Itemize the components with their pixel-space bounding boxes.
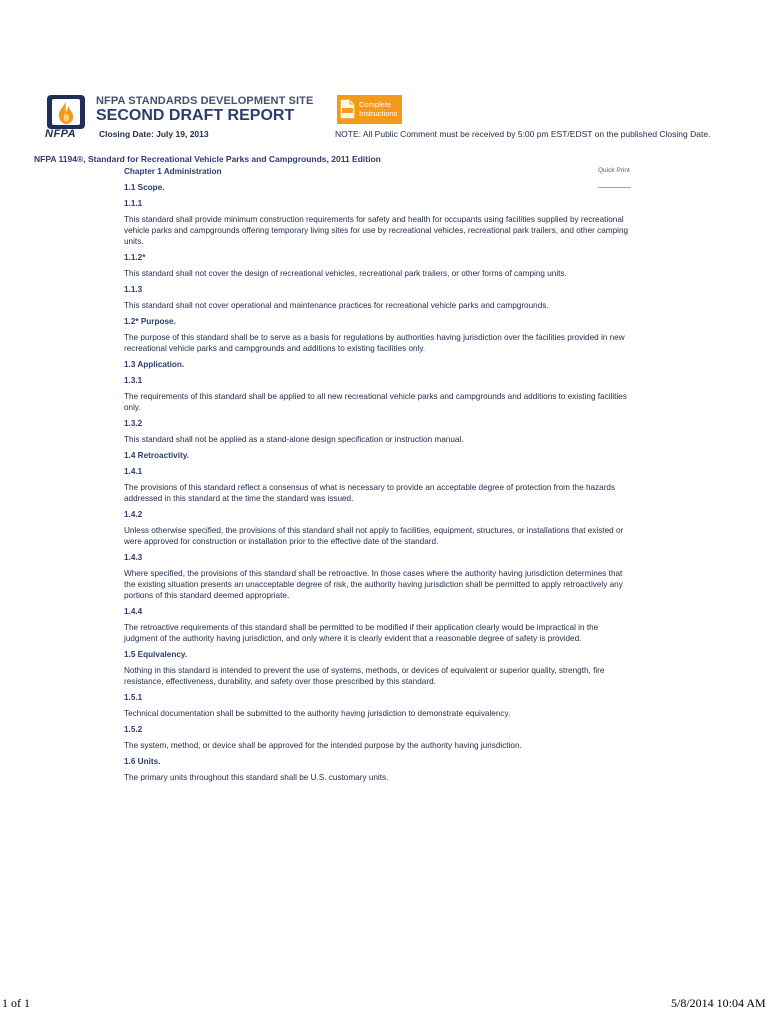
section-text: This standard shall not be applied as a stand-alone design specification or instruction manual. (124, 435, 464, 444)
section-text: This standard shall not cover the design of recreational vehicles, recreational park trailers, or other forms of camping units. (124, 269, 567, 278)
section-text: This standard shall not cover operational and maintenance practices for recreational vehicle parks and campgrounds. (124, 301, 549, 310)
section-block (124, 252, 632, 279)
section-block (124, 466, 632, 504)
section-heading: 1.1 Scope. (124, 183, 165, 192)
section-heading: 1.1.2* (124, 253, 146, 262)
section-block (124, 692, 632, 719)
section-heading: 1.1.3 (124, 285, 143, 294)
complete-instructions-button[interactable] (337, 95, 402, 124)
page-number: 1 of 1 (2, 996, 30, 1010)
section-heading: 1.3 Application. (124, 360, 185, 369)
print-date: 5/8/2014 10:04 AM (671, 996, 766, 1010)
section-heading: 1.6 Units. (124, 757, 161, 766)
section-text: The provisions of this standard reflect a consensus of what is necessary to provide an acceptable degree of protection from the hazards addressed in this standard at the time the standard was issued. (124, 483, 616, 503)
section-heading: 1.4.4 (124, 607, 143, 616)
closing-date: Closing Date: July 19, 2013 (99, 129, 209, 139)
section-block (124, 552, 632, 601)
instructions-label: Complete Instructions (359, 100, 398, 118)
sections-list (124, 182, 632, 783)
section-heading: 1.4.2 (124, 510, 143, 519)
section-text: The requirements of this standard shall be applied to all new recreational vehicle parks and campgrounds and additions to existing facilities only. (124, 392, 627, 412)
section-text: Unless otherwise specified, the provisions of this standard shall not apply to facilities, equipment, structures, or installations that existed or were approved for construction or installation prior to the effective date of the standard. (124, 526, 624, 546)
section-text: This standard shall provide minimum construction requirements for safety and health for occupants using facilities supplied by recreational vehicle parks and campgrounds offering temporary living sites for use by recreational vehicles, recreational park trailers, and other camping units. (124, 215, 629, 246)
chapter-heading: Chapter 1 Administration (124, 167, 222, 176)
section-block (124, 418, 632, 445)
document-body (124, 166, 632, 788)
section-text: The purpose of this standard shall be to serve as a basis for regulations by authorities having jurisdiction over the facilities provided in new recreational vehicle parks and campgrounds and additions to existing facilities only. (124, 333, 625, 353)
section-text: Technical documentation shall be submitted to the authority having jurisdiction to demonstrate equivalency. (124, 709, 511, 718)
section-text: Where specified, the provisions of this standard shall be retroactive. In those cases where the authority having jurisdiction determines that the existing situation presents an unacceptable degree of risk, the authority having jurisdiction shall be permitted to apply retroactively any portions of this standard deemed appropriate. (124, 569, 623, 600)
section-heading: 1.2* Purpose. (124, 317, 176, 326)
section-heading: 1.4 Retroactivity. (124, 451, 189, 460)
site-name: NFPA STANDARDS DEVELOPMENT SITE (96, 95, 314, 107)
section-block (124, 724, 632, 751)
report-title: SECOND DRAFT REPORT (96, 107, 295, 124)
standard-title: NFPA 1194®, Standard for Recreational Vehicle Parks and Campgrounds, 2011 Edition (34, 154, 381, 164)
nfpa-logo (44, 94, 88, 142)
section-block (124, 375, 632, 413)
section-text: Nothing in this standard is intended to prevent the use of systems, methods, or devices of equivalent or superior quality, strength, fire resistance, effectiveness, durability, and safety over those prescribed by this standard. (124, 666, 605, 686)
section-block (124, 316, 632, 354)
section-block (124, 606, 632, 644)
section-heading: 1.1.1 (124, 199, 143, 208)
section-heading: 1.4.3 (124, 553, 143, 562)
section-text: The system, method, or device shall be approved for the intended purpose by the authority having jurisdiction. (124, 741, 522, 750)
section-block (124, 284, 632, 311)
section-block (124, 509, 632, 547)
section-text: The retroactive requirements of this standard shall be permitted to be modified if their application clearly would be impractical in the judgment of the authority having jurisdiction, and only where it is clearly evident that a reasonable degree of safety is provided. (124, 623, 599, 643)
section-block (124, 756, 632, 783)
section-heading: 1.5 Equivalency. (124, 650, 188, 659)
section-block (124, 198, 632, 247)
section-heading: 1.5.1 (124, 693, 143, 702)
section-heading: 1.5.2 (124, 725, 143, 734)
logo-text: NFPA (45, 128, 77, 140)
quick-print-link[interactable]: Quick Print (598, 167, 630, 174)
section-heading: 1.3.2 (124, 419, 143, 428)
pdf-icon (340, 99, 355, 119)
section-heading: 1.4.1 (124, 467, 143, 476)
section-block (124, 359, 632, 370)
section-block (124, 649, 632, 687)
section-block (124, 450, 632, 461)
public-comment-note: NOTE: All Public Comment must be received by 5:00 pm EST/EDST on the published Closing Date. (335, 129, 711, 139)
section-heading: 1.3.1 (124, 376, 143, 385)
section-text: The primary units throughout this standard shall be U.S. customary units. (124, 773, 389, 782)
section-block (124, 182, 632, 193)
